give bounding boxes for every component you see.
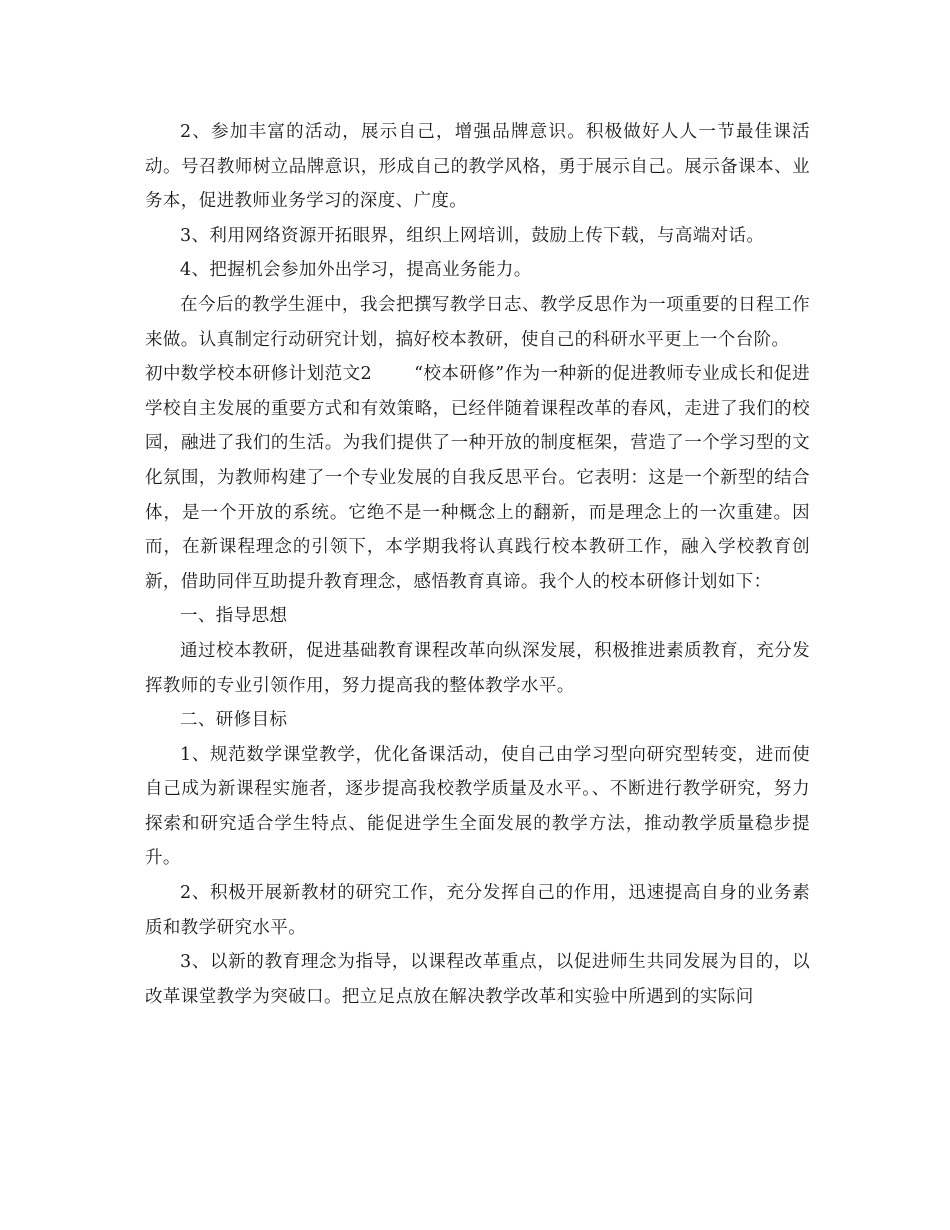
paragraph-goal-2: 2、积极开展新教材的研究工作，充分发挥自己的作用，迅速提高自身的业务素质和教学研究水平。 bbox=[145, 883, 810, 938]
paragraph-future-plan: 在今后的教学生涯中，我会把撰写教学日志、教学反思作为一项重要的日程工作来做。认真制定行动研究计划，搞好校本教研，使自己的科研水平更上一个台阶。 bbox=[145, 294, 810, 350]
paragraph-activities: 2、参加丰富的活动，展示自己，增强品牌意识。积极做好人人一节最佳课活动。号召教师树立品牌意识，形成自己的教学风格，勇于展示自己。展示备课本、业务本，促进教师业务学习的深度、广度。 bbox=[145, 122, 810, 212]
paragraph-goal-1: 1、规范数学课堂教学，优化备课活动，使自己由学习型向研究型转变，进而使自己成为新课程实施者，逐步提高我校教学质量及水平。、不断进行教学研究，努力探索和研究适合学生特点、能促进学生全面发展的教学方法，推动教学质量稳步提升。 bbox=[145, 744, 810, 869]
section-paragraph bbox=[145, 357, 810, 599]
paragraph-network-resources: 3、利用网络资源开拓眼界，组织上网培训，鼓励上传下载，与高端对话。 bbox=[180, 225, 765, 246]
paragraph-guiding-ideology: 通过校本教研，促进基础教育课程改革向纵深发展，积极推进素质教育，充分发挥教师的专业引领作用，努力提高我的整体教学水平。 bbox=[145, 640, 810, 696]
heading-training-goals: 二、研修目标 bbox=[180, 710, 288, 731]
section-title: 初中数学校本研修计划范文2 bbox=[145, 364, 373, 385]
paragraph-external-study: 4、把握机会参加外出学习，提高业务能力。 bbox=[180, 260, 532, 281]
heading-guiding-ideology: 一、指导思想 bbox=[180, 606, 288, 627]
section-intro: “校本研修”作为一种新的促进教师专业成长和促进学校自主发展的重要方式和有效策略，已经伴随着课程改革的春风，走进了我们的校园，融进了我们的生活。为我们提供了一种开放的制度框架，营造了一个学习型的文化氛围，为教师构建了一个专业发展的自我反思平台。它表明：这是一个新型的结合体，是一个开放的系统。它绝不是一种概念上的翻新，而是理念上的一次重建。因而，在新课程理念的引领下，本学期我将认真践行校本教研工作，融入学校教育创新，借助同伴互助提升教育理念，感悟教育真谛。我个人的校本研修计划如下： bbox=[145, 364, 810, 592]
document-body bbox=[145, 115, 810, 1014]
paragraph-goal-3: 3、以新的教育理念为指导，以课程改革重点，以促进师生共同发展为目的，以改革课堂教学为突破口。把立足点放在解决教学改革和实验中所遇到的实际问 bbox=[145, 952, 810, 1007]
